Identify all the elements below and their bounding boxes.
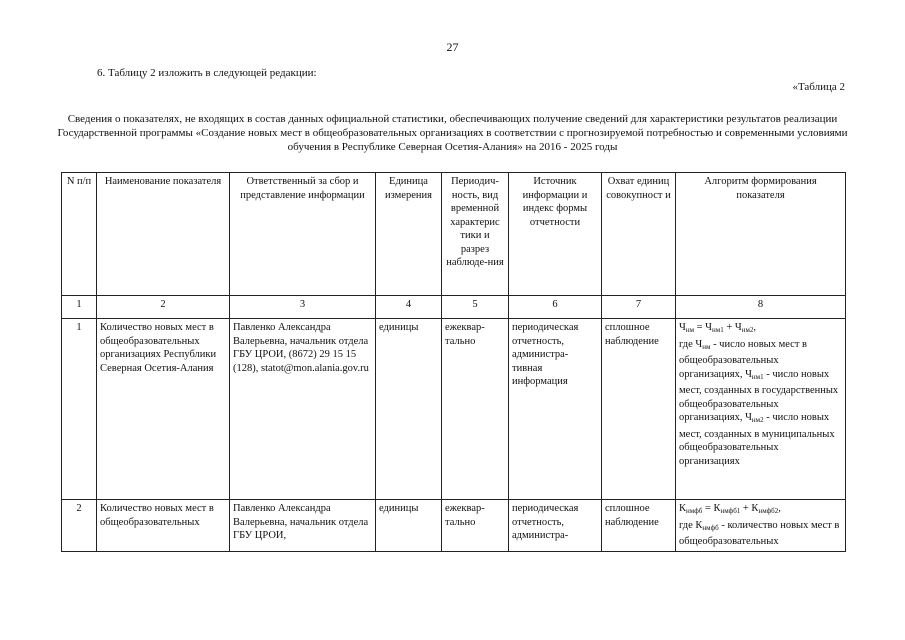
table-row [62, 319, 846, 500]
unit-of-measure: единицы [376, 500, 442, 552]
algorithm-cell [676, 319, 846, 500]
table-row [62, 500, 846, 552]
row-number: 2 [62, 500, 97, 552]
column-number: 4 [376, 296, 442, 319]
instruction-text: 6. Таблицу 2 изложить в следующей редакции: [97, 67, 317, 79]
responsible-person: Павленко Александра Валерьевна, начальник отдела ГБУ ЦРОИ, (8672) 29 15 15 (128), statot@mon.alania.gov.ru [230, 319, 376, 500]
row-number: 1 [62, 319, 97, 500]
header-periodicity: Периодич-ность, вид временной характерис тики и разрез наблюде-ния [442, 173, 509, 296]
information-source: периодическая отчетность, администра- [509, 500, 602, 552]
header-algorithm: Алгоритм формирования показателя [676, 173, 846, 296]
header-responsible: Ответственный за сбор и представление информации [230, 173, 376, 296]
header-name: Наименование показателя [97, 173, 230, 296]
header-unit: Единица измерения [376, 173, 442, 296]
header-source: Источник информации и индекс формы отчетности [509, 173, 602, 296]
column-number: 3 [230, 296, 376, 319]
column-number: 8 [676, 296, 846, 319]
column-number: 6 [509, 296, 602, 319]
formula-main: $Ч_{нм} = Ч_{нм1} + Ч_{нм2}$, [679, 322, 757, 334]
algorithm-cell [676, 500, 846, 552]
periodicity: ежеквар-тально [442, 319, 509, 500]
column-number: 2 [97, 296, 230, 319]
header-num: N п/п [62, 173, 97, 296]
header-row [62, 173, 846, 296]
column-number-row [62, 296, 846, 319]
indicators-table [61, 172, 846, 552]
header-coverage: Охват единиц совокупност и [602, 173, 676, 296]
coverage: сплошное наблюдение [602, 319, 676, 500]
formula-main: $К_{нмфб} = К_{нмфб1} + К_{нмфб2}$, [679, 503, 781, 515]
periodicity: ежеквар-тально [442, 500, 509, 552]
column-number: 5 [442, 296, 509, 319]
table-caption: «Таблица 2 [792, 81, 845, 93]
column-number: 7 [602, 296, 676, 319]
indicator-name: Количество новых мест в общеобразовательных [97, 500, 230, 552]
indicator-name: Количество новых мест в общеобразовательных организациях Республики Северная Осетия-Алания [97, 319, 230, 500]
coverage: сплошное наблюдение [602, 500, 676, 552]
unit-of-measure: единицы [376, 319, 442, 500]
formula-explanation: где $К_{нмфб}$ - количество новых мест в общеобразовательных [679, 519, 840, 547]
page-number: 27 [446, 40, 459, 54]
document-title: Сведения о показателях, не входящих в состав данных официальной статистики, обеспечивающих получение сведений для характеристики результатов реализации Государственной программы «Создание новых мест в общеобразовательных организациях в соответствии с прогнозируемой потребностью и современными условиями обучения в Республике Северная Осетия-Алания» на 2016 - 2025 годы [57, 113, 848, 153]
responsible-person: Павленко Александра Валерьевна, начальник отдела ГБУ ЦРОИ, [230, 500, 376, 552]
column-number: 1 [62, 296, 97, 319]
formula-explanation: где $Ч_{нм}$ - число новых мест в общеобразовательных организациях, $Ч_{нм1}$ - число новых мест, созданных в государственных общеобразовательных организациях, $Ч_{нм2}$ - число новых мест, созданных в муниципальных общеобразовательных организациях [679, 338, 839, 467]
information-source: периодическая отчетность, администра-тивная информация [509, 319, 602, 500]
